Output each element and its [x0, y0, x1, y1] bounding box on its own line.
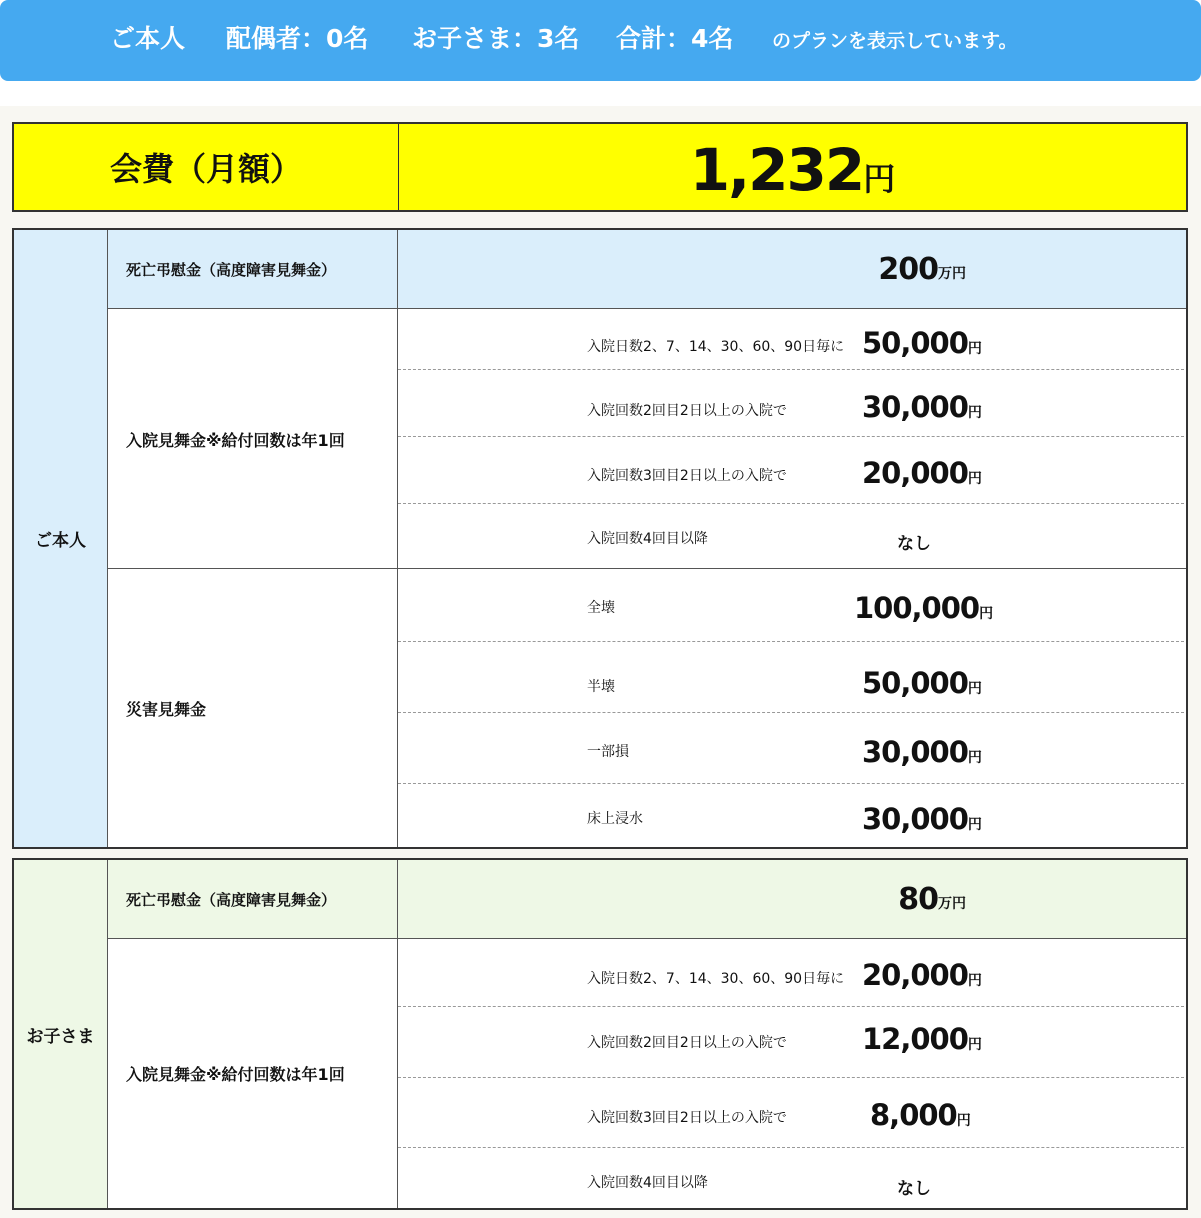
self-disaster-row-3-condition: 一部損: [587, 744, 629, 760]
child-hospital-row-3-condition: 入院回数3回目2日以上の入院で: [587, 1110, 787, 1126]
self-hospital-row-3-amount: 20,000円: [862, 456, 982, 490]
child-death-label: 死亡弔慰金（高度障害見舞金）: [108, 860, 398, 938]
self-disaster-label: 災害見舞金: [108, 569, 398, 847]
self-hospital-row-4-condition: 入院回数4回目以降: [587, 531, 708, 547]
child-person-label: お子さま: [14, 860, 108, 1208]
self-disaster-row-1-condition: 全壊: [587, 600, 615, 616]
child-death-unit: 万円: [938, 896, 966, 912]
banner-suffix: のプランを表示しています。: [772, 30, 1018, 52]
self-hospital-row-1-amount: 50,000円: [862, 326, 982, 360]
child-hospital-row-4-condition: 入院回数4回目以降: [587, 1175, 708, 1191]
self-disaster-row-4-amount: 30,000円: [862, 802, 982, 836]
child-death-amount: 80: [898, 881, 938, 917]
monthly-fee-label: 会費（月額）: [109, 150, 302, 188]
child-hospital-row-4-value: なし: [897, 1179, 931, 1199]
monthly-fee-value: [399, 124, 1186, 210]
monthly-fee-row: [12, 122, 1188, 212]
child-hospital-row-3-amount: 8,000円: [870, 1098, 971, 1132]
self-hospital-row-2-amount: 30,000円: [862, 390, 982, 424]
banner-children-count: お子さま：3名: [412, 24, 580, 53]
self-hospital-row-4-value: なし: [897, 534, 931, 554]
child-hospital-row-1-amount: 20,000円: [862, 958, 982, 992]
child-death-value: [398, 860, 1186, 938]
banner-total-count: 合計：4名: [616, 24, 734, 53]
self-death-value: [398, 230, 1186, 308]
self-hospital-row-1-condition: 入院日数2、7、14、30、60、90日毎に: [587, 339, 845, 355]
banner-spouse-count: 配偶者：0名: [226, 24, 369, 53]
self-person-label: ご本人: [14, 230, 108, 847]
self-death-amount: 200: [878, 251, 938, 287]
self-disaster-row-1-amount: 100,000円: [854, 591, 994, 625]
child-hospital-row-2-amount: 12,000円: [862, 1022, 982, 1056]
self-disaster-row-2-amount: 50,000円: [862, 666, 982, 700]
child-hospital-row-1-condition: 入院日数2、7、14、30、60、90日毎に: [587, 971, 845, 987]
child-benefit-table: [12, 858, 1188, 1210]
monthly-fee-unit: 円: [863, 160, 896, 198]
self-benefit-table: [12, 228, 1188, 849]
plan-summary-banner: [0, 0, 1201, 81]
self-hospital-row-3-condition: 入院回数3回目2日以上の入院で: [587, 468, 787, 484]
child-hospital-row-2-condition: 入院回数2回目2日以上の入院で: [587, 1035, 787, 1051]
self-death-label: 死亡弔慰金（高度障害見舞金）: [108, 230, 398, 308]
self-disaster-row-2-condition: 半壊: [587, 679, 615, 695]
self-hospital-row-2-condition: 入院回数2回目2日以上の入院で: [587, 403, 787, 419]
self-death-unit: 万円: [938, 266, 966, 282]
child-hospital-label: 入院見舞金※給付回数は年1回: [108, 939, 398, 1208]
monthly-fee-amount: 1,232: [689, 136, 864, 204]
self-disaster-row-3-amount: 30,000円: [862, 735, 982, 769]
banner-self: ご本人: [110, 24, 186, 53]
self-disaster-row-4-condition: 床上浸水: [587, 811, 643, 827]
self-hospital-label: 入院見舞金※給付回数は年1回: [108, 309, 398, 569]
